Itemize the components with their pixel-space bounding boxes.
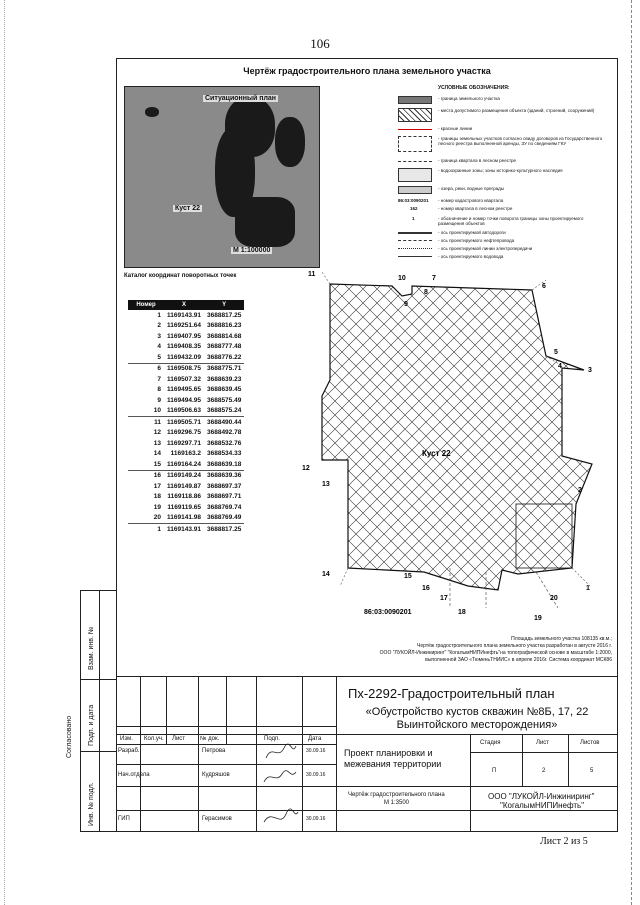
point-number-cell: 18	[153, 493, 161, 501]
point-number-cell: 2	[157, 322, 161, 330]
y-cell: 3688639.36	[206, 472, 242, 480]
table-row	[128, 449, 244, 460]
point-number-cell: 3	[157, 332, 161, 340]
x-cell: 1169407.95	[167, 332, 201, 340]
map-dark-area	[235, 197, 295, 247]
x-cell: 1169506.63	[164, 406, 204, 417]
legend	[398, 86, 610, 276]
x-cell: 1169164.24	[164, 459, 204, 470]
table-row	[128, 513, 244, 524]
legend-item: - места допустимого размещения объекта (зданий, строений, сооружений)	[438, 108, 595, 113]
name-chief-engineer: Герасимов	[202, 816, 232, 822]
x-cell: 1169251.64	[167, 322, 201, 330]
quarter-boundary-symbol	[398, 161, 432, 162]
y-cell: 3688575.49	[206, 396, 242, 404]
object-name: «Обустройство кустов скважин №8Б, 17, 22 Выинтойского месторождения»	[365, 706, 589, 731]
point-number-cell: 4	[157, 343, 161, 351]
date-dept-head: 30.09.16	[306, 772, 326, 778]
sheet-value: 2	[542, 768, 546, 774]
legend-item: - ось проектируемой линии электропередачи	[438, 246, 533, 251]
point-label: 5	[554, 349, 558, 356]
point-label: 9	[404, 301, 408, 308]
x-cell: 1169494.95	[167, 396, 201, 404]
name-developer: Петрова	[202, 748, 226, 754]
power-line-symbol	[398, 248, 432, 249]
site-label: Куст 22	[422, 449, 451, 458]
point-number-cell: 8	[157, 386, 161, 394]
legend-title: УСЛОВНЫЕ ОБОЗНАЧЕНИЯ:	[438, 85, 510, 91]
header-y: Y	[204, 300, 244, 310]
stage-header: Стадия	[480, 740, 501, 746]
drawing-title: Чертёж градостроительного плана земельного участка	[243, 66, 491, 76]
sheet-header: Лист	[536, 740, 550, 746]
col-header-sign: Подп.	[264, 736, 280, 742]
signatures	[262, 738, 300, 830]
role-dept-head: Нач.отдела	[118, 772, 150, 778]
site-boundary	[322, 284, 592, 590]
point-label: 18	[458, 609, 466, 616]
catalog-title: Каталог координат поворотных точек	[124, 273, 237, 279]
cadastral-label: 86:03:0090201	[364, 609, 412, 616]
y-cell: 3688777.48	[206, 343, 242, 351]
x-cell: 1169149.24	[167, 472, 201, 480]
point-number-cell: 19	[153, 503, 161, 511]
x-cell: 1169507.32	[167, 375, 201, 383]
x-cell: 1169508.75	[167, 365, 201, 373]
table-row	[128, 428, 244, 439]
situation-map-site-label: Куст 22	[175, 205, 201, 212]
road-axis-symbol	[398, 232, 432, 234]
point-number-cell: 14	[153, 450, 161, 458]
role-chief-engineer: ГИП	[118, 816, 130, 822]
point-number-cell: 20	[128, 513, 164, 524]
oil-pipeline-symbol	[398, 240, 432, 241]
point-number-cell: 16	[153, 472, 161, 480]
sign-date-label: Подп. и дата	[88, 704, 95, 746]
x-cell: 1169141.98	[164, 513, 204, 524]
y-cell: 3688776.22	[204, 352, 244, 363]
point-number-cell: 7	[157, 375, 161, 383]
legend-item: - водоохранные зоны; зоны историко-культурного наследия	[438, 168, 563, 173]
point-label: 4	[558, 363, 562, 370]
y-cell: 3688817.25	[206, 311, 242, 319]
table-row	[128, 321, 244, 332]
col-header-doc: № док.	[200, 736, 220, 742]
drawing-scale: М 1:3500	[384, 800, 410, 806]
y-cell: 3688575.24	[204, 406, 244, 417]
y-cell: 3688492.78	[206, 429, 242, 437]
y-cell: 3688639.23	[206, 375, 242, 383]
sheets-header: Листов	[580, 740, 600, 746]
point-label: 7	[432, 275, 436, 282]
point-label: 11	[308, 271, 316, 278]
col-header-date: Дата	[308, 736, 322, 742]
left-edge-perforation	[4, 0, 9, 905]
x-cell: 1169118.86	[167, 493, 201, 501]
col-header-list: Лист	[172, 736, 186, 742]
organization-line-1: ООО "ЛУКОЙЛ-Инжиниринг"	[488, 792, 595, 801]
point-label: 13	[322, 481, 330, 488]
project-name: Проект планировки и межевания территории	[344, 748, 442, 769]
x-cell: 1169495.65	[167, 386, 201, 394]
point-label: 2	[578, 487, 582, 494]
table-row	[128, 310, 244, 321]
point-number-cell: 13	[153, 439, 161, 447]
note-line: ООО "ЛУКОЙЛ-Инжиниринг" "КогалымНИПИнефть"на топографической основе в масштабе 1:2000,	[379, 650, 612, 656]
legend-item: - обозначение и номер точки поворота границы зоны проектируемого размещения объектов	[438, 216, 584, 226]
header-number: Номер	[128, 300, 164, 310]
y-cell: 3688490.44	[206, 418, 242, 426]
document-code: Пх-2292-Градостроительный план	[348, 686, 555, 701]
legend-item: - граница квартала в лесном реестре	[438, 158, 517, 163]
table-row	[128, 470, 244, 481]
site-plan	[300, 268, 618, 628]
table-row	[128, 363, 244, 374]
role-developer: Разраб.	[118, 748, 140, 754]
y-cell: 3688532.76	[206, 439, 242, 447]
point-label: 12	[302, 465, 310, 472]
note-line: Площадь земельного участка 108135 кв.м.;	[511, 636, 612, 642]
legend-item: - ось проектируемого водовода	[438, 254, 504, 259]
point-label: 17	[440, 595, 448, 602]
legend-item: - ось проектируемого нефтепровода	[438, 238, 515, 243]
x-cell: 1169505.71	[167, 418, 201, 426]
side-approval-column	[80, 590, 116, 832]
map-dark-area	[275, 117, 305, 167]
point-label: 14	[322, 571, 330, 578]
x-cell: 1169296.75	[167, 429, 201, 437]
point-number-cell: 6	[157, 365, 161, 373]
situation-map	[124, 86, 320, 268]
table-row	[128, 502, 244, 513]
point-number-cell: 17	[153, 482, 161, 490]
x-cell: 1169149.87	[167, 482, 201, 490]
legend-item: - ось проектируемой автодороги	[438, 230, 506, 235]
y-cell: 3688817.25	[206, 525, 242, 533]
agreed-label: Согласовано	[66, 715, 73, 758]
y-cell: 3688697.37	[206, 482, 242, 490]
y-cell: 3688775.71	[206, 365, 242, 373]
x-cell: 1169408.35	[167, 343, 201, 351]
note-line: Чертёж градостроительного плана земельного участка разработан в августе 2016 г.	[417, 643, 612, 649]
x-cell: 1169432.09	[164, 352, 204, 363]
x-cell: 1169297.71	[167, 439, 201, 447]
legend-item: - номер кадастрового квартала	[438, 198, 504, 203]
point-number-cell: 15	[128, 459, 164, 470]
right-edge-perforation	[631, 0, 638, 905]
situation-map-scale: М 1:100000	[233, 247, 271, 254]
drawing-notes	[300, 636, 612, 664]
sheets-value: 5	[590, 768, 594, 774]
hatch-symbol	[398, 108, 432, 122]
point-number-cell: 12	[153, 429, 161, 437]
boundary-symbol	[398, 96, 432, 104]
table-row	[128, 331, 244, 342]
point-label: 8	[424, 289, 428, 296]
y-cell: 3688769.49	[204, 513, 244, 524]
point-label: 20	[550, 595, 558, 602]
inv-replace-label: Взам. инв. №	[88, 626, 95, 670]
table-row	[128, 406, 244, 417]
x-cell: 1169119.65	[167, 503, 201, 511]
table-row	[128, 438, 244, 449]
sheet-counter: Лист 2 из 5	[540, 836, 588, 847]
table-row	[128, 481, 244, 492]
page-number: 106	[310, 36, 330, 51]
x-cell: 1169143.91	[167, 311, 201, 319]
red-line-symbol	[398, 129, 432, 130]
y-cell: 3688639.45	[206, 386, 242, 394]
y-cell: 3688814.68	[206, 332, 242, 340]
table-row	[128, 524, 244, 535]
legend-item: - номер квартала в лесном реестре	[438, 206, 513, 211]
inv-orig-label: Инв. № подл.	[88, 782, 95, 826]
x-cell: 1169143.91	[167, 525, 201, 533]
date-developer: 30.09.16	[306, 748, 326, 754]
point-label: 15	[404, 573, 412, 580]
point-label: 1	[586, 585, 590, 592]
point-number-cell: 10	[128, 406, 164, 417]
legend-item: - граница земельного участка	[438, 96, 500, 101]
lake-symbol	[398, 186, 432, 194]
y-cell: 3688697.71	[206, 493, 242, 501]
point-label: 16	[422, 585, 430, 592]
point-number-cell: 1	[157, 311, 161, 319]
situation-map-title: Ситуационный план	[205, 95, 277, 102]
water-zone-symbol	[398, 168, 432, 182]
table-row	[128, 395, 244, 406]
point-number-cell: 11	[154, 418, 161, 426]
x-cell: 1169163.2	[170, 450, 201, 458]
date-chief-engineer: 30.09.16	[306, 816, 326, 822]
table-row	[128, 374, 244, 385]
organization-line-2: "КогалымНИПИнефть"	[500, 801, 585, 810]
point-label: 19	[534, 615, 542, 622]
point-symbol: 1	[412, 216, 415, 221]
y-cell: 3688639.18	[204, 459, 244, 470]
stage-value: П	[492, 768, 497, 774]
y-cell: 3688534.33	[206, 450, 242, 458]
note-line: выполненной ЗАО «ТюменьТНИИС» в апреле 2016г. Система координат МСК86	[425, 657, 612, 663]
map-dark-area	[145, 107, 159, 117]
col-header-kol: Кол.уч.	[144, 736, 164, 742]
coordinates-table	[128, 300, 244, 535]
legend-item: - красные линии	[438, 126, 473, 131]
cadastral-code-symbol: 86:03:0090201	[398, 198, 429, 203]
legend-item: - озера, реки, водные преграды	[438, 186, 505, 191]
drawing-name: Чертёж градостроительного плана	[348, 792, 445, 798]
lease-boundary-symbol	[398, 136, 432, 152]
point-number-cell: 1	[157, 525, 161, 533]
y-cell: 3688816.23	[206, 322, 242, 330]
table-row	[128, 417, 244, 428]
col-header-izm: Изм.	[120, 736, 133, 742]
title-block	[116, 676, 618, 832]
table-row	[128, 492, 244, 503]
water-pipe-symbol	[398, 256, 432, 257]
point-number-cell: 5	[128, 352, 164, 363]
point-number-cell: 9	[157, 396, 161, 404]
table-row	[128, 459, 244, 470]
name-dept-head: Кудряшов	[202, 772, 230, 778]
point-label: 10	[398, 275, 406, 282]
table-row	[128, 352, 244, 363]
point-label: 3	[588, 367, 592, 374]
point-label: 6	[542, 283, 546, 290]
forest-quarter-symbol: 162	[410, 206, 418, 211]
y-cell: 3688769.74	[206, 503, 242, 511]
header-x: X	[164, 300, 204, 310]
table-row	[128, 342, 244, 353]
legend-item: - границы земельных участков согласно свиду договоров из Государственного лесного реестра выполненной аренды, ЗУ по сведениям ГКУ	[438, 136, 603, 146]
table-row	[128, 385, 244, 396]
